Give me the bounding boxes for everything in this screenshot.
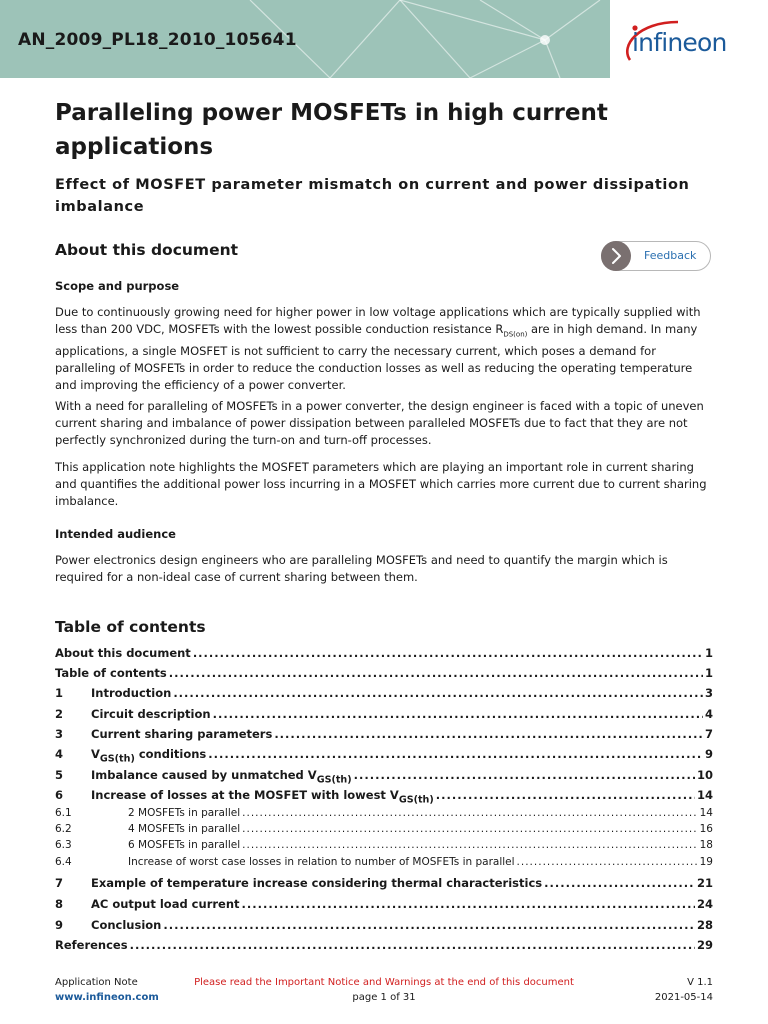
toc-entry-number: 5 — [55, 768, 64, 782]
feedback-label: Feedback — [644, 249, 697, 262]
infineon-logo — [618, 16, 748, 70]
toc-entry-page: 19 — [699, 856, 713, 868]
toc-entry-number: 7 — [55, 876, 64, 890]
toc-leader-dots — [242, 823, 697, 835]
toc-entry-title — [91, 788, 434, 805]
toc-entry-page: 10 — [696, 768, 713, 782]
toc-entry[interactable] — [55, 918, 713, 935]
toc-title-part: Imbalance caused by unmatched V — [91, 768, 317, 782]
toc-leader-dots — [213, 707, 703, 721]
toc-entry-number: 3 — [55, 727, 64, 741]
footer-version: V 1.1 — [687, 977, 713, 988]
footer-date: 2021-05-14 — [654, 992, 713, 1003]
toc-entry-page: 9 — [704, 747, 713, 761]
toc-entry-title: Introduction — [91, 686, 172, 700]
toc-heading: Table of contents — [55, 618, 206, 636]
toc-title-part: Increase of losses at the MOSFET with lowest V — [91, 788, 399, 802]
toc-entry-title: Circuit description — [91, 707, 211, 721]
toc-entry-title: 6 MOSFETs in parallel — [128, 839, 241, 851]
toc-entry-title: About this document — [55, 646, 191, 660]
footer-page-number: page 1 of 31 — [352, 992, 416, 1003]
toc-entry-page: 3 — [704, 686, 713, 700]
toc-entry-number: 4 — [55, 747, 64, 761]
toc-entry[interactable] — [55, 856, 713, 873]
toc-entry-title: AC output load current — [91, 897, 240, 911]
toc-entry-title: Conclusion — [91, 918, 162, 932]
document-id: AN_2009_PL18_2010_105641 — [18, 30, 297, 50]
toc-entry-number: 2 — [55, 707, 64, 721]
toc-entry-number: 6 — [55, 788, 64, 802]
toc-entry-title — [91, 747, 206, 764]
toc-entry[interactable] — [55, 938, 713, 955]
audience-paragraph: Power electronics design engineers who are paralleling MOSFETs and need to quantify the margin which is required for a non-ideal case of current sharing between them. — [55, 553, 668, 584]
about-heading: About this document — [55, 241, 239, 259]
logo-wordmark: infineon — [632, 28, 727, 57]
toc-leader-dots — [130, 938, 695, 952]
toc-entry-page: 16 — [699, 823, 713, 835]
toc-leader-dots — [169, 666, 703, 680]
toc-entry-number: 6.3 — [55, 839, 72, 851]
toc-entry[interactable] — [55, 686, 713, 703]
toc-entry-page: 1 — [704, 646, 713, 660]
toc-leader-dots — [193, 646, 703, 660]
toc-entry[interactable] — [55, 839, 713, 856]
toc-entry-page: 14 — [696, 788, 713, 802]
toc-entry-page: 18 — [699, 839, 713, 851]
toc-entry[interactable] — [55, 646, 713, 663]
toc-title-subscript: GS(th) — [398, 794, 434, 806]
toc-title-subscript: GS(th) — [99, 753, 135, 765]
toc-entry[interactable] — [55, 707, 713, 724]
toc-entry[interactable] — [55, 823, 713, 840]
toc-title-part: conditions — [134, 747, 207, 761]
toc-entry-title: Increase of worst case losses in relation to number of MOSFETs in parallel — [128, 856, 515, 868]
toc-entry[interactable] — [55, 897, 713, 914]
toc-entry-number: 6.2 — [55, 823, 72, 835]
toc-entry-number: 6.1 — [55, 807, 72, 819]
toc-leader-dots — [208, 747, 703, 761]
document-title: Paralleling power MOSFETs in high current applications — [55, 100, 608, 160]
toc-entry-number: 9 — [55, 918, 64, 932]
scope-p1-text-b: are in high demand. In many applications, a single MOSFET is not sufficient to carry the necessary current, which poses a demand for paralleling of MOSFETs in order to reduce the conduction losses as well as reducing the operating temperature and improving the efficiency of a power converter. — [55, 322, 698, 393]
toc-leader-dots — [163, 918, 695, 932]
toc-entry-page: 21 — [696, 876, 713, 890]
toc-entry[interactable] — [55, 788, 713, 805]
toc-entry-title: Table of contents — [55, 666, 167, 680]
audience-heading: Intended audience — [55, 527, 176, 541]
header-band — [0, 0, 610, 78]
toc-leader-dots — [242, 807, 697, 819]
chevron-right-icon — [601, 241, 631, 271]
toc-leader-dots — [354, 768, 695, 782]
toc-entry-page: 7 — [704, 727, 713, 741]
feedback-icon-circle — [601, 241, 631, 271]
toc-entry-number: 8 — [55, 897, 64, 911]
toc-leader-dots — [544, 876, 695, 890]
footer-doc-type: Application Note — [55, 977, 138, 988]
toc-entry-title: 2 MOSFETs in parallel — [128, 807, 241, 819]
toc-entry-number: 1 — [55, 686, 64, 700]
toc-entry-page: 1 — [704, 666, 713, 680]
toc-leader-dots — [242, 897, 695, 911]
footer-notice: Please read the Important Notice and Warnings at the end of this document — [194, 977, 574, 988]
toc-entry-title — [91, 768, 352, 785]
toc-leader-dots — [173, 686, 703, 700]
toc-title-part: V — [91, 747, 100, 761]
toc-entry-page: 28 — [696, 918, 713, 932]
scope-paragraph-3: This application note highlights the MOSFET parameters which are playing an important role in current sharing and quantifies the additional power loss incurring in a MOSFET which carries more current due to current sharing imbalance. — [55, 460, 707, 508]
scope-paragraph-2: With a need for paralleling of MOSFETs in a power converter, the design engineer is faced with a topic of uneven current sharing and imbalance of power dissipation between paralleled MOSFETs due to fact that they are not perfectly synchronized during the turn-on and turn-off processes. — [55, 399, 704, 447]
toc-entry-page: 4 — [704, 707, 713, 721]
document-subtitle: Effect of MOSFET parameter mismatch on current and power dissipation imbalance — [55, 177, 690, 215]
scope-p1-text-a: Due to continuously growing need for higher power in low voltage applications which are typically supplied with less than 200 VDC, MOSFETs with the lowest possible conduction resistance R — [55, 305, 701, 336]
toc-entry[interactable] — [55, 876, 713, 893]
toc-entry-number: 6.4 — [55, 856, 72, 868]
toc-title-subscript: GS(th) — [316, 774, 352, 786]
toc-leader-dots — [274, 727, 703, 741]
feedback-button[interactable] — [601, 241, 711, 271]
toc-leader-dots — [517, 856, 698, 868]
scope-heading: Scope and purpose — [55, 279, 180, 293]
toc-entry-title: Example of temperature increase considering thermal characteristics — [91, 876, 543, 890]
toc-entry-page: 24 — [696, 897, 713, 911]
toc-leader-dots — [436, 788, 695, 802]
toc-leader-dots — [242, 839, 697, 851]
toc-entry[interactable] — [55, 666, 713, 683]
toc-entry[interactable] — [55, 727, 713, 744]
rdson-subscript: DS(on) — [503, 330, 528, 339]
toc-entry-title: Current sharing parameters — [91, 727, 273, 741]
toc-entry[interactable] — [55, 768, 713, 785]
footer-website-link[interactable]: www.infineon.com — [55, 992, 159, 1003]
toc-entry[interactable] — [55, 747, 713, 764]
toc-entry-page: 29 — [696, 938, 713, 952]
toc-entry[interactable] — [55, 807, 713, 824]
toc-entry-page: 14 — [699, 807, 713, 819]
toc-entry-title: 4 MOSFETs in parallel — [128, 823, 241, 835]
scope-paragraph-1 — [55, 304, 715, 394]
toc-entry-title: References — [55, 938, 128, 952]
